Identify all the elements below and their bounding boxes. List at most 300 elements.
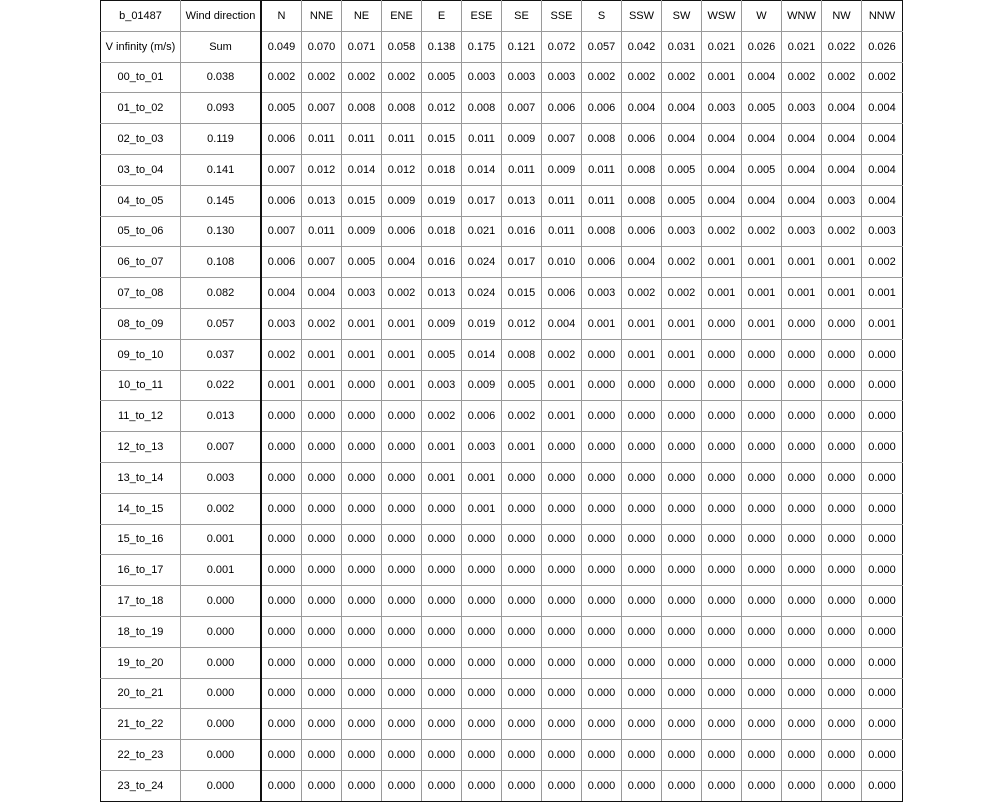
frequency-cell: 0.000 — [782, 401, 822, 432]
frequency-cell: 0.008 — [382, 93, 422, 124]
frequency-cell: 0.000 — [582, 770, 622, 801]
speed-bin-label: 00_to_01 — [101, 62, 181, 93]
frequency-cell: 0.001 — [462, 462, 502, 493]
direction-sum-cell: 0.072 — [542, 31, 582, 62]
frequency-cell: 0.003 — [422, 370, 462, 401]
frequency-cell: 0.000 — [261, 401, 302, 432]
frequency-cell: 0.000 — [782, 678, 822, 709]
frequency-cell: 0.004 — [662, 93, 702, 124]
frequency-cell: 0.000 — [822, 493, 862, 524]
frequency-cell: 0.003 — [822, 185, 862, 216]
frequency-cell: 0.000 — [542, 462, 582, 493]
table-row — [101, 647, 903, 678]
frequency-cell: 0.000 — [382, 462, 422, 493]
frequency-cell: 0.000 — [302, 555, 342, 586]
frequency-cell: 0.000 — [822, 462, 862, 493]
row-sum-cell: 0.001 — [181, 555, 262, 586]
frequency-cell: 0.005 — [422, 339, 462, 370]
frequency-cell: 0.011 — [382, 124, 422, 155]
frequency-cell: 0.000 — [622, 432, 662, 463]
frequency-cell: 0.005 — [662, 185, 702, 216]
frequency-cell: 0.000 — [302, 493, 342, 524]
table-row — [101, 678, 903, 709]
frequency-cell: 0.001 — [782, 247, 822, 278]
frequency-cell: 0.001 — [622, 339, 662, 370]
speed-bin-label: 17_to_18 — [101, 586, 181, 617]
frequency-cell: 0.000 — [622, 524, 662, 555]
frequency-cell: 0.000 — [382, 709, 422, 740]
frequency-cell: 0.001 — [542, 401, 582, 432]
frequency-cell: 0.001 — [302, 339, 342, 370]
frequency-cell: 0.006 — [261, 124, 302, 155]
row-sum-cell: 0.013 — [181, 401, 262, 432]
frequency-cell: 0.013 — [302, 185, 342, 216]
frequency-cell: 0.001 — [862, 308, 903, 339]
frequency-cell: 0.006 — [382, 216, 422, 247]
frequency-cell: 0.007 — [542, 124, 582, 155]
frequency-cell: 0.000 — [702, 770, 742, 801]
frequency-cell: 0.001 — [382, 370, 422, 401]
frequency-cell: 0.000 — [382, 647, 422, 678]
frequency-cell: 0.002 — [261, 339, 302, 370]
frequency-cell: 0.000 — [302, 647, 342, 678]
frequency-cell: 0.001 — [342, 339, 382, 370]
row-sum-cell: 0.141 — [181, 154, 262, 185]
row-sum-cell: 0.002 — [181, 493, 262, 524]
frequency-cell: 0.000 — [742, 678, 782, 709]
frequency-cell: 0.014 — [462, 154, 502, 185]
frequency-cell: 0.000 — [261, 432, 302, 463]
frequency-cell: 0.000 — [622, 647, 662, 678]
frequency-cell: 0.021 — [462, 216, 502, 247]
table-row — [101, 247, 903, 278]
frequency-cell: 0.001 — [742, 278, 782, 309]
frequency-cell: 0.008 — [462, 93, 502, 124]
frequency-cell: 0.000 — [422, 678, 462, 709]
frequency-cell: 0.000 — [422, 740, 462, 771]
frequency-cell: 0.015 — [422, 124, 462, 155]
frequency-cell: 0.000 — [742, 586, 782, 617]
frequency-cell: 0.000 — [261, 462, 302, 493]
frequency-cell: 0.000 — [622, 770, 662, 801]
frequency-cell: 0.001 — [302, 370, 342, 401]
frequency-cell: 0.000 — [342, 770, 382, 801]
frequency-cell: 0.005 — [742, 154, 782, 185]
row-sum-cell: 0.000 — [181, 616, 262, 647]
frequency-cell: 0.011 — [582, 154, 622, 185]
frequency-cell: 0.003 — [582, 278, 622, 309]
frequency-cell: 0.000 — [822, 647, 862, 678]
frequency-cell: 0.000 — [662, 401, 702, 432]
frequency-cell: 0.001 — [742, 308, 782, 339]
frequency-cell: 0.000 — [662, 770, 702, 801]
frequency-cell: 0.000 — [382, 616, 422, 647]
frequency-cell: 0.007 — [261, 154, 302, 185]
frequency-cell: 0.004 — [542, 308, 582, 339]
direction-header-ne: NE — [342, 1, 382, 32]
frequency-cell: 0.004 — [382, 247, 422, 278]
frequency-cell: 0.000 — [542, 586, 582, 617]
frequency-cell: 0.000 — [382, 555, 422, 586]
frequency-cell: 0.000 — [742, 647, 782, 678]
frequency-cell: 0.000 — [782, 462, 822, 493]
speed-bin-label: 19_to_20 — [101, 647, 181, 678]
frequency-cell: 0.000 — [702, 339, 742, 370]
frequency-cell: 0.000 — [582, 462, 622, 493]
frequency-cell: 0.000 — [382, 493, 422, 524]
frequency-cell: 0.000 — [622, 586, 662, 617]
frequency-cell: 0.003 — [862, 216, 903, 247]
frequency-cell: 0.000 — [542, 709, 582, 740]
frequency-cell: 0.000 — [542, 493, 582, 524]
frequency-cell: 0.000 — [782, 586, 822, 617]
row-sum-cell: 0.000 — [181, 678, 262, 709]
frequency-cell: 0.004 — [822, 93, 862, 124]
table-body — [101, 1, 903, 802]
frequency-cell: 0.000 — [662, 524, 702, 555]
frequency-cell: 0.000 — [502, 586, 542, 617]
frequency-cell: 0.000 — [862, 678, 903, 709]
frequency-cell: 0.005 — [422, 62, 462, 93]
frequency-cell: 0.000 — [622, 493, 662, 524]
table-row — [101, 401, 903, 432]
frequency-cell: 0.006 — [622, 216, 662, 247]
frequency-cell: 0.000 — [342, 555, 382, 586]
frequency-cell: 0.000 — [462, 555, 502, 586]
frequency-cell: 0.000 — [742, 555, 782, 586]
frequency-cell: 0.000 — [302, 586, 342, 617]
frequency-cell: 0.004 — [622, 247, 662, 278]
frequency-cell: 0.000 — [742, 709, 782, 740]
frequency-cell: 0.000 — [582, 401, 622, 432]
row-sum-cell: 0.022 — [181, 370, 262, 401]
row-sum-cell: 0.003 — [181, 462, 262, 493]
direction-header-ese: ESE — [462, 1, 502, 32]
direction-sum-cell: 0.031 — [662, 31, 702, 62]
frequency-cell: 0.004 — [742, 185, 782, 216]
frequency-cell: 0.000 — [742, 339, 782, 370]
frequency-cell: 0.000 — [542, 616, 582, 647]
frequency-cell: 0.000 — [702, 524, 742, 555]
row-sum-cell: 0.108 — [181, 247, 262, 278]
frequency-cell: 0.000 — [622, 616, 662, 647]
frequency-cell: 0.009 — [542, 154, 582, 185]
frequency-cell: 0.002 — [422, 401, 462, 432]
frequency-cell: 0.000 — [382, 524, 422, 555]
frequency-cell: 0.000 — [261, 524, 302, 555]
frequency-cell: 0.000 — [702, 740, 742, 771]
frequency-cell: 0.000 — [502, 647, 542, 678]
frequency-cell: 0.000 — [502, 555, 542, 586]
frequency-cell: 0.015 — [342, 185, 382, 216]
frequency-cell: 0.000 — [822, 524, 862, 555]
table-row — [101, 524, 903, 555]
frequency-cell: 0.000 — [782, 555, 822, 586]
frequency-cell: 0.000 — [261, 678, 302, 709]
frequency-cell: 0.015 — [502, 278, 542, 309]
frequency-cell: 0.014 — [462, 339, 502, 370]
frequency-cell: 0.024 — [462, 278, 502, 309]
frequency-cell: 0.000 — [782, 647, 822, 678]
frequency-cell: 0.001 — [422, 462, 462, 493]
frequency-cell: 0.000 — [462, 678, 502, 709]
frequency-cell: 0.000 — [862, 524, 903, 555]
speed-bin-label: 18_to_19 — [101, 616, 181, 647]
frequency-cell: 0.008 — [502, 339, 542, 370]
frequency-cell: 0.002 — [382, 278, 422, 309]
frequency-cell: 0.003 — [462, 432, 502, 463]
frequency-cell: 0.003 — [542, 62, 582, 93]
frequency-cell: 0.003 — [782, 93, 822, 124]
frequency-cell: 0.000 — [702, 647, 742, 678]
frequency-cell: 0.000 — [702, 709, 742, 740]
frequency-cell: 0.017 — [502, 247, 542, 278]
frequency-cell: 0.002 — [342, 62, 382, 93]
frequency-cell: 0.000 — [862, 709, 903, 740]
frequency-cell: 0.005 — [342, 247, 382, 278]
wind-direction-header: Wind direction — [181, 1, 262, 32]
frequency-cell: 0.000 — [862, 432, 903, 463]
direction-sum-cell: 0.058 — [382, 31, 422, 62]
frequency-cell: 0.018 — [422, 216, 462, 247]
table-row — [101, 616, 903, 647]
frequency-cell: 0.000 — [702, 616, 742, 647]
direction-sum-cell: 0.071 — [342, 31, 382, 62]
frequency-cell: 0.002 — [542, 339, 582, 370]
frequency-cell: 0.000 — [582, 555, 622, 586]
frequency-cell: 0.003 — [702, 93, 742, 124]
speed-bin-label: 03_to_04 — [101, 154, 181, 185]
frequency-cell: 0.004 — [261, 278, 302, 309]
frequency-cell: 0.000 — [862, 462, 903, 493]
frequency-cell: 0.000 — [702, 370, 742, 401]
frequency-cell: 0.012 — [382, 154, 422, 185]
frequency-cell: 0.000 — [622, 740, 662, 771]
frequency-cell: 0.000 — [582, 432, 622, 463]
frequency-cell: 0.008 — [582, 124, 622, 155]
table-row — [101, 770, 903, 801]
frequency-cell: 0.000 — [662, 740, 702, 771]
frequency-cell: 0.000 — [822, 339, 862, 370]
corner-label: b_01487 — [101, 1, 181, 32]
direction-header-e: E — [422, 1, 462, 32]
frequency-cell: 0.000 — [302, 432, 342, 463]
direction-header-nnw: NNW — [862, 1, 903, 32]
direction-header-sw: SW — [662, 1, 702, 32]
frequency-cell: 0.017 — [462, 185, 502, 216]
frequency-cell: 0.006 — [542, 278, 582, 309]
frequency-cell: 0.000 — [542, 432, 582, 463]
frequency-cell: 0.004 — [782, 124, 822, 155]
frequency-cell: 0.006 — [261, 247, 302, 278]
frequency-cell: 0.001 — [582, 308, 622, 339]
frequency-cell: 0.000 — [822, 432, 862, 463]
frequency-cell: 0.000 — [662, 493, 702, 524]
frequency-cell: 0.007 — [261, 216, 302, 247]
frequency-cell: 0.000 — [261, 586, 302, 617]
direction-sum-cell: 0.138 — [422, 31, 462, 62]
speed-header: V infinity (m/s) — [101, 31, 181, 62]
frequency-cell: 0.000 — [702, 401, 742, 432]
frequency-cell: 0.004 — [782, 154, 822, 185]
frequency-cell: 0.000 — [542, 740, 582, 771]
frequency-cell: 0.008 — [622, 185, 662, 216]
frequency-cell: 0.000 — [462, 524, 502, 555]
frequency-cell: 0.000 — [862, 586, 903, 617]
frequency-cell: 0.000 — [462, 740, 502, 771]
frequency-cell: 0.000 — [422, 770, 462, 801]
frequency-cell: 0.000 — [822, 616, 862, 647]
row-sum-cell: 0.057 — [181, 308, 262, 339]
frequency-cell: 0.000 — [422, 524, 462, 555]
frequency-cell: 0.000 — [422, 616, 462, 647]
direction-sum-cell: 0.057 — [582, 31, 622, 62]
frequency-cell: 0.003 — [662, 216, 702, 247]
frequency-cell: 0.000 — [582, 370, 622, 401]
frequency-cell: 0.000 — [542, 647, 582, 678]
direction-header-wnw: WNW — [782, 1, 822, 32]
frequency-cell: 0.005 — [261, 93, 302, 124]
row-sum-cell: 0.038 — [181, 62, 262, 93]
frequency-cell: 0.000 — [702, 432, 742, 463]
frequency-cell: 0.009 — [342, 216, 382, 247]
frequency-cell: 0.018 — [422, 154, 462, 185]
row-sum-cell: 0.145 — [181, 185, 262, 216]
wind-frequency-table — [100, 0, 903, 802]
frequency-cell: 0.000 — [422, 555, 462, 586]
frequency-cell: 0.000 — [742, 462, 782, 493]
frequency-cell: 0.002 — [662, 62, 702, 93]
sum-label: Sum — [181, 31, 262, 62]
speed-bin-label: 08_to_09 — [101, 308, 181, 339]
speed-bin-label: 09_to_10 — [101, 339, 181, 370]
frequency-cell: 0.004 — [862, 124, 903, 155]
frequency-cell: 0.000 — [502, 616, 542, 647]
frequency-cell: 0.000 — [702, 308, 742, 339]
row-sum-cell: 0.000 — [181, 586, 262, 617]
frequency-cell: 0.000 — [862, 555, 903, 586]
row-sum-cell: 0.082 — [181, 278, 262, 309]
frequency-cell: 0.002 — [702, 216, 742, 247]
frequency-cell: 0.000 — [782, 432, 822, 463]
frequency-cell: 0.000 — [302, 462, 342, 493]
frequency-cell: 0.004 — [702, 154, 742, 185]
frequency-cell: 0.000 — [622, 709, 662, 740]
frequency-cell: 0.000 — [582, 678, 622, 709]
row-sum-cell: 0.119 — [181, 124, 262, 155]
speed-bin-label: 04_to_05 — [101, 185, 181, 216]
speed-bin-label: 22_to_23 — [101, 740, 181, 771]
frequency-cell: 0.011 — [302, 216, 342, 247]
frequency-cell: 0.008 — [342, 93, 382, 124]
frequency-cell: 0.001 — [822, 278, 862, 309]
frequency-cell: 0.000 — [622, 678, 662, 709]
row-sum-cell: 0.130 — [181, 216, 262, 247]
row-sum-cell: 0.001 — [181, 524, 262, 555]
direction-sum-cell: 0.175 — [462, 31, 502, 62]
direction-sum-cell: 0.042 — [622, 31, 662, 62]
frequency-cell: 0.000 — [302, 740, 342, 771]
direction-header-nne: NNE — [302, 1, 342, 32]
frequency-cell: 0.019 — [422, 185, 462, 216]
frequency-cell: 0.000 — [662, 678, 702, 709]
frequency-cell: 0.000 — [822, 586, 862, 617]
speed-bin-label: 14_to_15 — [101, 493, 181, 524]
frequency-cell: 0.009 — [382, 185, 422, 216]
frequency-cell: 0.005 — [662, 154, 702, 185]
frequency-cell: 0.004 — [742, 62, 782, 93]
frequency-cell: 0.000 — [582, 740, 622, 771]
frequency-cell: 0.004 — [822, 154, 862, 185]
frequency-cell: 0.009 — [502, 124, 542, 155]
frequency-cell: 0.006 — [582, 93, 622, 124]
speed-bin-label: 06_to_07 — [101, 247, 181, 278]
frequency-cell: 0.000 — [742, 616, 782, 647]
direction-sum-cell: 0.021 — [702, 31, 742, 62]
direction-header-n: N — [261, 1, 302, 32]
frequency-cell: 0.000 — [702, 462, 742, 493]
row-sum-cell: 0.000 — [181, 770, 262, 801]
frequency-cell: 0.000 — [462, 586, 502, 617]
frequency-cell: 0.000 — [261, 770, 302, 801]
frequency-cell: 0.001 — [862, 278, 903, 309]
frequency-cell: 0.003 — [342, 278, 382, 309]
frequency-cell: 0.002 — [261, 62, 302, 93]
direction-header-s: S — [582, 1, 622, 32]
frequency-cell: 0.014 — [342, 154, 382, 185]
frequency-cell: 0.000 — [542, 524, 582, 555]
frequency-cell: 0.002 — [822, 216, 862, 247]
frequency-cell: 0.008 — [622, 154, 662, 185]
direction-sum-cell: 0.121 — [502, 31, 542, 62]
frequency-cell: 0.000 — [782, 524, 822, 555]
frequency-cell: 0.000 — [782, 339, 822, 370]
frequency-cell: 0.000 — [782, 740, 822, 771]
frequency-cell: 0.000 — [462, 647, 502, 678]
frequency-cell: 0.013 — [502, 185, 542, 216]
frequency-cell: 0.004 — [862, 154, 903, 185]
frequency-cell: 0.000 — [742, 770, 782, 801]
frequency-cell: 0.006 — [462, 401, 502, 432]
frequency-cell: 0.000 — [382, 401, 422, 432]
frequency-cell: 0.000 — [502, 524, 542, 555]
direction-header-se: SE — [502, 1, 542, 32]
frequency-cell: 0.000 — [342, 709, 382, 740]
direction-sum-cell: 0.026 — [742, 31, 782, 62]
frequency-cell: 0.000 — [422, 493, 462, 524]
frequency-cell: 0.000 — [662, 586, 702, 617]
frequency-cell: 0.000 — [502, 678, 542, 709]
frequency-cell: 0.002 — [822, 62, 862, 93]
frequency-cell: 0.000 — [342, 462, 382, 493]
frequency-cell: 0.000 — [382, 740, 422, 771]
table-row — [101, 586, 903, 617]
frequency-cell: 0.000 — [782, 370, 822, 401]
frequency-cell: 0.000 — [342, 432, 382, 463]
frequency-cell: 0.012 — [422, 93, 462, 124]
table-row — [101, 185, 903, 216]
frequency-cell: 0.004 — [862, 93, 903, 124]
frequency-cell: 0.006 — [582, 247, 622, 278]
frequency-cell: 0.002 — [382, 62, 422, 93]
frequency-cell: 0.016 — [422, 247, 462, 278]
row-sum-cell: 0.093 — [181, 93, 262, 124]
frequency-cell: 0.011 — [342, 124, 382, 155]
frequency-cell: 0.000 — [302, 770, 342, 801]
frequency-cell: 0.001 — [261, 370, 302, 401]
frequency-cell: 0.002 — [782, 62, 822, 93]
frequency-cell: 0.001 — [462, 493, 502, 524]
